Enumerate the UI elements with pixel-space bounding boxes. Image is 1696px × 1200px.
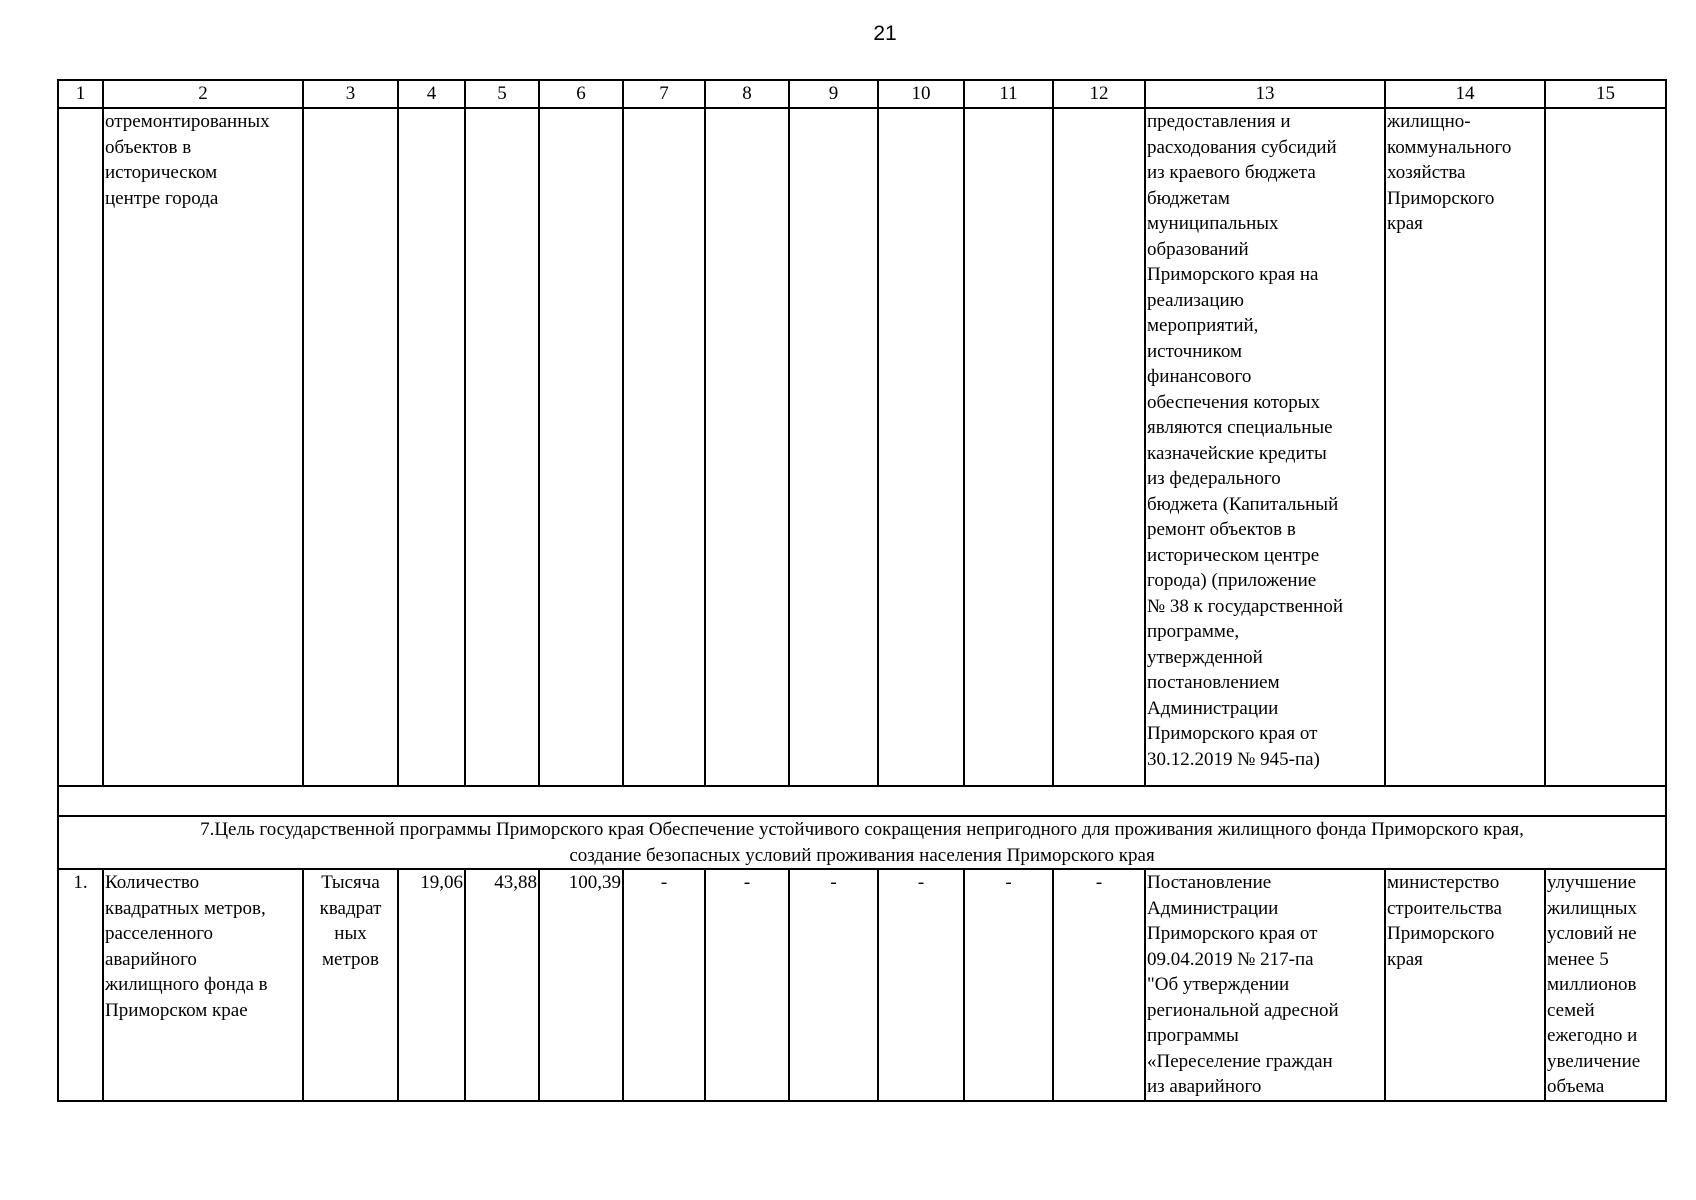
goal-row: [58, 816, 1666, 869]
cell-value: -: [789, 869, 878, 1101]
cell-indicator: Количество квадратных метров, расселенного аварийного жилищного фонда в Приморском крае: [103, 869, 303, 1101]
cell-value: [705, 108, 789, 786]
header-cell: 11: [964, 80, 1053, 108]
cell-basis: Постановление Администрации Приморского края от 09.04.2019 № 217-па "Об утверждении региональной адресной программы «Переселение граждан из аварийного: [1145, 869, 1385, 1101]
header-cell: 13: [1145, 80, 1385, 108]
cell-basis: предоставления и расходования субсидий из краевого бюджета бюджетам муниципальных образований Приморского края на реализацию мероприятий, источником финансового обеспечения которых являются специальные казначейские кредиты из федерального бюджета (Капитальный ремонт объектов в историческом центре города) (приложение № 38 к государственной программе, утвержденной постановлением Администрации Приморского края от 30.12.2019 № 945-па): [1145, 108, 1385, 786]
cell-indicator: отремонтированных объектов в историческом центре города: [103, 108, 303, 786]
cell-value: [878, 108, 964, 786]
header-row: [58, 80, 1666, 108]
cell-value: 100,39: [539, 869, 623, 1101]
header-cell: 10: [878, 80, 964, 108]
cell-value: -: [878, 869, 964, 1101]
header-cell: 9: [789, 80, 878, 108]
header-cell: 4: [398, 80, 465, 108]
cell-unit: [303, 108, 398, 786]
header-cell: 5: [465, 80, 539, 108]
header-cell: 3: [303, 80, 398, 108]
cell-result: [1545, 108, 1666, 786]
header-cell: 1: [58, 80, 103, 108]
cell-value: 43,88: [465, 869, 539, 1101]
cell-responsible: жилищно- коммунального хозяйства Приморского края: [1385, 108, 1545, 786]
cell-number: [58, 108, 103, 786]
cell-result: улучшение жилищных условий не менее 5 миллионов семей ежегодно и увеличение объема: [1545, 869, 1666, 1101]
header-cell: 2: [103, 80, 303, 108]
goal-heading: 7.Цель государственной программы Приморского края Обеспечение устойчивого сокращения непригодного для проживания жилищного фонда Приморского края, создание безопасных условий проживания населения Приморского края: [58, 816, 1666, 869]
header-cell: 7: [623, 80, 705, 108]
cell-value: [1053, 108, 1145, 786]
spacer-row: [58, 786, 1666, 816]
cell-value: -: [964, 869, 1053, 1101]
cell-unit: Тысяча квадрат ных метров: [303, 869, 398, 1101]
cell-value: [465, 108, 539, 786]
cell-value: [623, 108, 705, 786]
header-cell: 14: [1385, 80, 1545, 108]
table-row: [58, 869, 1666, 1101]
indicators-table: [57, 79, 1667, 1102]
cell-responsible: министерство строительства Приморского края: [1385, 869, 1545, 1101]
cell-value: [789, 108, 878, 786]
header-cell: 6: [539, 80, 623, 108]
cell-value: [539, 108, 623, 786]
cell-number: 1.: [58, 869, 103, 1101]
table-row: [58, 108, 1666, 786]
cell-value: -: [1053, 869, 1145, 1101]
cell-value: -: [705, 869, 789, 1101]
cell-value: [964, 108, 1053, 786]
cell-value: -: [623, 869, 705, 1101]
header-cell: 12: [1053, 80, 1145, 108]
page-number: 21: [873, 22, 897, 45]
header-cell: 8: [705, 80, 789, 108]
header-cell: 15: [1545, 80, 1666, 108]
cell-value: 19,06: [398, 869, 465, 1101]
empty-cell: [58, 786, 1666, 816]
cell-value: [398, 108, 465, 786]
